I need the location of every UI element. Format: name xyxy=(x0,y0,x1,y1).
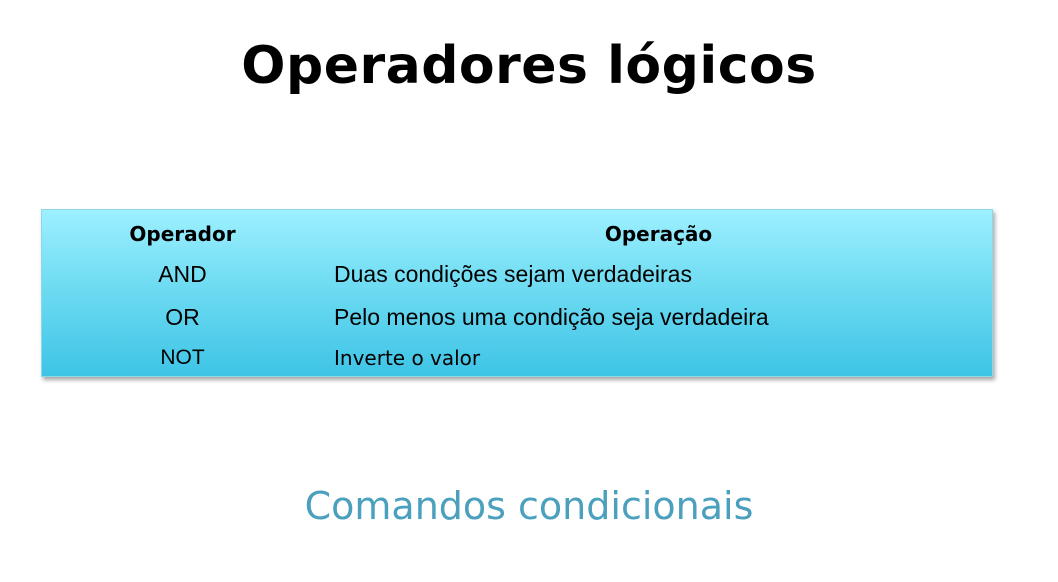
header-operation: Operação xyxy=(604,222,713,246)
row-not-operator: NOT xyxy=(160,346,205,369)
row-not-operation: Inverte o valor xyxy=(334,346,481,370)
operators-table xyxy=(41,209,993,377)
header-operator: Operador xyxy=(129,222,236,246)
row-and-operator: AND xyxy=(158,261,207,287)
slide-title: Operadores lógicos xyxy=(241,36,817,96)
slide-subtitle: Comandos condicionais xyxy=(304,484,754,528)
row-or-operator: OR xyxy=(165,304,200,330)
row-and-operation: Duas condições sejam verdadeiras xyxy=(334,261,692,287)
row-or-operation: Pelo menos uma condição seja verdadeira xyxy=(334,304,769,330)
